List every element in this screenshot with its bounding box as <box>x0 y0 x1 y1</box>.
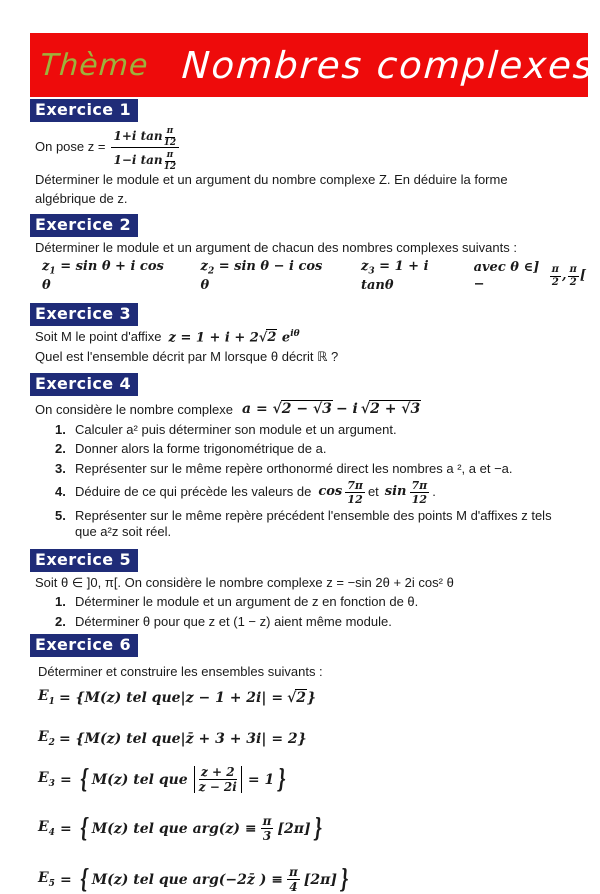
numerator: π <box>166 150 174 160</box>
page-title: Nombres complexes <box>180 43 597 87</box>
affix-expression: z = 1 + i + 2√2 $e^{i\theta}$ <box>168 328 300 345</box>
square-root: √2 <box>258 329 277 345</box>
exercise-1-formula <box>35 125 586 170</box>
set-e1: $E_1$ = {M(z) tel que|z − 1 + 2i| = √2 } <box>38 688 317 708</box>
nested-fraction <box>164 127 177 148</box>
fraction: $\frac{\pi}{4}$ <box>288 865 298 894</box>
nested-fraction <box>164 151 177 172</box>
left-brace: { <box>79 865 89 894</box>
fraction: $\frac{7\pi}{12}$ <box>347 478 363 506</box>
set-e4: $E_4$ = { M(z) tel que arg(z) ≡ $\frac{\pi}{3}$ [2π] } <box>38 814 323 844</box>
abs-fraction: $\frac{z + 2}{z - 2i}$ <box>194 766 242 793</box>
list-item: 2. Donner alors la forme trigonométrique de a. <box>55 441 327 457</box>
formula-prefix: Soit M le point d'affixe <box>35 329 162 345</box>
fraction: $\frac{\pi}{3}$ <box>262 814 272 844</box>
z1-expression: $z_1 = \sin \theta + i$ cos θ <box>42 258 164 293</box>
list-item: 3. Représenter sur le même repère orthonormé direct les nombres a ², a et −a. <box>55 460 513 476</box>
fraction: $\frac{\pi}{2}$ <box>551 264 559 289</box>
exercise-3-formula <box>35 329 586 347</box>
set-e2: $E_2$ = {M(z) tel que|z̄ + 3 + 3i| = 2} <box>38 729 307 749</box>
exercise-6-section <box>0 634 600 893</box>
exercise-5-header: Exercice 5 <box>30 549 138 572</box>
exercise-4-formula <box>35 401 586 419</box>
exercise-5-text: Soit θ ∈ ]0, π[. On considère le nombre complexe z = −sin 2θ + 2i cos² θ <box>35 574 454 590</box>
title-banner <box>30 33 597 97</box>
denominator: 12 <box>163 138 177 148</box>
a-expression: a = √2 − √3 − i √2 + √3 <box>242 401 421 418</box>
exercise-3-section <box>0 303 600 366</box>
exercise-1-text: algébrique de z. <box>35 190 128 206</box>
numerator-text: 1+i tan <box>113 128 163 143</box>
exercise-1-section <box>0 99 600 207</box>
exercise-3-text: Quel est l'ensemble décrit par M lorsque θ décrit ℝ ? <box>35 348 339 364</box>
theme-label: Thème <box>38 47 150 83</box>
exercise-1-text: Déterminer le module et un argument du nombre complexe Z. En déduire la forme <box>35 172 508 187</box>
denominator: 12 <box>163 162 177 172</box>
exercise-4-section <box>0 373 600 541</box>
list-item: 1. Déterminer le module et un argument de z en fonction de θ. <box>55 594 419 610</box>
fraction: $\frac{\pi}{2}$ <box>569 264 577 289</box>
list-item-continuation: que a²z soit réel. <box>75 524 172 540</box>
square-root: √2 − √3 <box>272 401 332 418</box>
set-e5: $E_5$ = { M(z) tel que arg(−2z̄ ) ≡ $\frac{\pi}{4}$ [2π] } <box>38 865 350 894</box>
list-item: 1. Calculer a² puis déterminer son module et un argument. <box>55 422 397 438</box>
formula-prefix: On pose z = <box>35 139 106 155</box>
formula-prefix: On considère le nombre complexe <box>35 401 233 417</box>
exercise-2-formula <box>42 259 586 295</box>
worksheet-content <box>0 99 600 893</box>
exercise-2-section <box>0 214 600 294</box>
set-e3: $E_3$ = { M(z) tel que $\frac{z + 2}{z - 2i}$ = 1 } <box>38 765 287 795</box>
right-brace: } <box>313 814 323 843</box>
exercise-6-text: Déterminer et construire les ensembles suivants : <box>38 663 323 679</box>
left-brace: { <box>79 765 89 794</box>
fraction: $\frac{7\pi}{12}$ <box>411 478 428 506</box>
exercise-1-header: Exercice 1 <box>30 99 138 122</box>
exercise-3-header: Exercice 3 <box>30 303 138 326</box>
fraction <box>111 125 179 170</box>
right-brace: } <box>340 865 350 894</box>
exercise-5-section <box>0 549 600 630</box>
numerator: π <box>166 126 174 136</box>
list-item: 5. Représenter sur le même repère précédent l'ensemble des points M d'affixes z tels <box>55 507 552 523</box>
list-item: 2. Déterminer θ pour que z et (1 − z) aient même module. <box>55 613 392 629</box>
denominator-text: 1−i tan <box>113 152 163 167</box>
right-brace: } <box>277 765 287 794</box>
exercise-4-header: Exercice 4 <box>30 373 138 396</box>
z3-expression: $z_3 = 1 + i$ tanθ <box>360 258 429 293</box>
exercise-6-header: Exercice 6 <box>30 634 138 657</box>
interval-condition: avec θ ∈] − $\frac{\pi}{2}$ , $\frac{\pi}{2}$ [ <box>473 260 586 292</box>
square-root: √2 + √3 <box>360 401 421 418</box>
exercise-2-header: Exercice 2 <box>30 214 138 237</box>
list-item: 4. Déduire de ce qui précède les valeurs de cos $\frac{7\pi}{12}$ et sin $\frac{7\pi}{12}$ . <box>55 478 436 506</box>
exercise-2-text: Déterminer le module et un argument de chacun des nombres complexes suivants : <box>35 240 517 256</box>
left-brace: { <box>79 814 89 843</box>
square-root: √2 <box>287 689 307 706</box>
z2-expression: $z_2 = \sin \theta - i$ cos θ <box>200 258 323 293</box>
